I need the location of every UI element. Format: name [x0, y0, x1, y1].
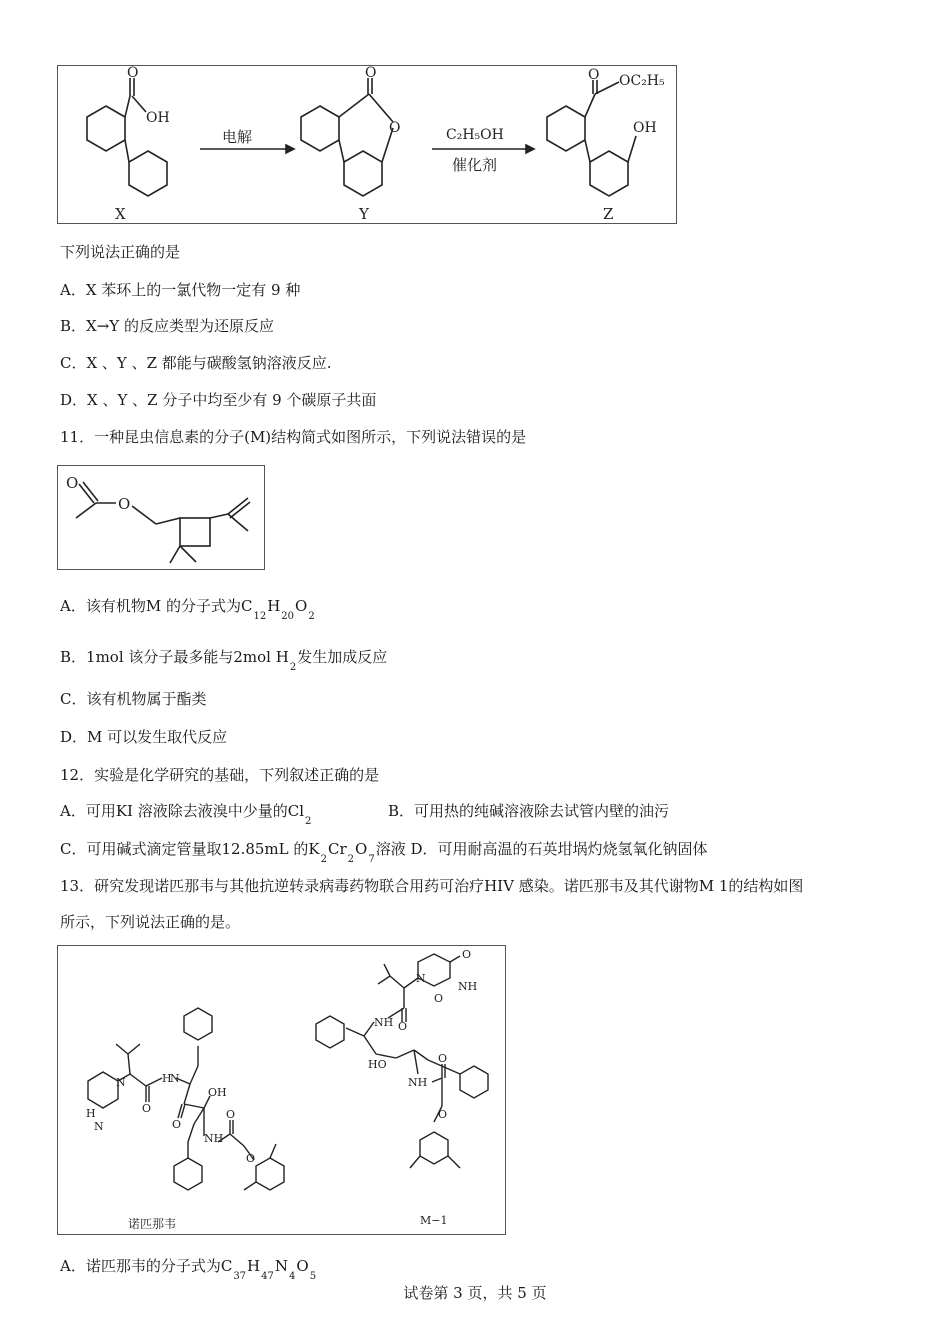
- left-atom-amide-n: N: [170, 1072, 180, 1085]
- x-atom-oh: OH: [146, 110, 170, 126]
- left-atom-amide-h: H: [162, 1072, 172, 1085]
- arrow-2-catalyst: 催化剂: [452, 156, 498, 174]
- right-atom-ho: HO: [368, 1058, 387, 1071]
- compound-z-label: Z: [603, 205, 614, 223]
- left-phenyl-bottom: [174, 1158, 202, 1190]
- right-atom-hn: NH: [374, 1016, 394, 1029]
- arrow-1-label: 电解: [222, 128, 253, 146]
- page-footer: 试卷第 3 页，共 5 页: [403, 1284, 547, 1302]
- right-atom-o-urea: O: [434, 992, 444, 1005]
- right-atom-o-top: O: [462, 948, 472, 961]
- left-atom-o-ether: O: [246, 1152, 256, 1165]
- q13-stem-line-2: 所示，下列说法正确的是。: [60, 913, 241, 931]
- right-atom-o-amide-2: O: [438, 1052, 448, 1065]
- left-atom-n-2: N: [116, 1076, 126, 1089]
- z-atom-oh: OH: [633, 120, 657, 136]
- left-atom-nh: NH: [204, 1132, 224, 1145]
- left-dimethylphenyl: [256, 1158, 284, 1190]
- left-atom-h: H: [86, 1107, 96, 1120]
- y-ring-2: [344, 151, 382, 196]
- right-atom-o-amide: O: [398, 1020, 408, 1033]
- reaction-scheme-figure: [57, 65, 677, 224]
- right-phenyl-right: [460, 1066, 488, 1098]
- q11-option-b: B．1mol 该分子最多能与2mol $H_2$发生加成反应: [60, 648, 388, 673]
- q11-structure-svg: [58, 466, 264, 569]
- left-atom-o-1: O: [142, 1102, 152, 1115]
- q10-option-c: C．X 、Y 、Z 都能与碳酸氢钠溶液反应.: [60, 354, 332, 372]
- q11-atom-o-carbonyl: O: [66, 474, 79, 492]
- q10-option-d: D．X 、Y 、Z 分子中均至少有 9 个碳原子共面: [60, 391, 377, 409]
- right-dimethylphenyl: [420, 1132, 448, 1164]
- z-ring-2: [590, 151, 628, 196]
- q11-option-a: A．该有机物M 的分子式为$C_{12}H_{20}O_2$: [60, 597, 315, 622]
- x-ring-2: [129, 151, 167, 196]
- q13-stem-line-1: 13．研究发现诺匹那韦与其他抗逆转录病毒药物联合用药可治疗HIV 感染。诺匹那韦及其代谢物M 1的结构如图: [60, 877, 804, 895]
- right-atom-nh: NH: [458, 980, 478, 993]
- q11-structure-figure: [57, 465, 265, 570]
- q11-option-c: C．该有机物属于酯类: [60, 690, 207, 708]
- compound-x-label: X: [115, 205, 126, 223]
- reaction-scheme-svg: [58, 66, 676, 223]
- left-phenyl-top: [184, 1008, 212, 1040]
- q11-option-d: D．M 可以发生取代反应: [60, 728, 228, 746]
- y-atom-o-carbonyl: O: [365, 66, 377, 81]
- compound-y-label: Y: [359, 205, 369, 223]
- left-atom-n: N: [94, 1120, 104, 1133]
- x-ring-1: [87, 106, 125, 151]
- q10-option-a: A．X 苯环上的一氯代物一定有 9 种: [60, 281, 301, 299]
- q12-stem: 12．实验是化学研究的基础，下列叙述正确的是: [60, 766, 380, 784]
- right-atom-hn-2: NH: [408, 1076, 428, 1089]
- q13-structure-figure: [57, 945, 506, 1235]
- right-phenyl-left: [316, 1016, 344, 1048]
- q11-stem: 11．一种昆虫信息素的分子(M)结构简式如图所示，下列说法错误的是: [60, 428, 527, 446]
- fig-left-caption: 诺匹那韦: [128, 1217, 177, 1231]
- z-atom-o: O: [588, 67, 600, 83]
- q13-option-a: A．诺匹那韦的分子式为$C_{37}H_{47}N_4O_5$: [60, 1257, 317, 1282]
- fig-right-caption: M−1: [420, 1214, 448, 1227]
- q12-option-a: A．可用KI 溶液除去液溴中少量的$Cl_2$: [60, 802, 312, 827]
- y-ring-1: [301, 106, 339, 151]
- right-atom-o-ether: O: [438, 1108, 448, 1121]
- z-atom-oc2h5: OC₂H₅: [619, 73, 665, 89]
- q13-structure-svg: [58, 946, 505, 1234]
- q12-option-b: B．可用热的纯碱溶液除去试管内壁的油污: [388, 802, 670, 820]
- left-atom-o-2: O: [172, 1118, 182, 1131]
- q12-option-c-d: C．可用碱式滴定管量取12.85mL 的$K_2Cr_2O_7$溶液 D．可用耐高温的石英坩埚灼烧氢氧化钠固体: [60, 840, 708, 865]
- left-atom-oh: OH: [208, 1086, 227, 1099]
- y-atom-o-ring: O: [389, 120, 401, 136]
- x-atom-o: O: [127, 66, 139, 81]
- piperazine-ring: [88, 1072, 118, 1108]
- q10-option-b: B．X→Y 的反应类型为还原反应: [60, 317, 274, 335]
- left-atom-o-3: O: [226, 1108, 236, 1121]
- z-ring-1: [547, 106, 585, 151]
- arrow-2-reagent: C₂H₅OH: [446, 127, 504, 143]
- q10-stem: 下列说法正确的是: [60, 243, 181, 261]
- right-atom-n: N: [416, 972, 426, 985]
- q11-atom-o-ester: O: [118, 495, 131, 513]
